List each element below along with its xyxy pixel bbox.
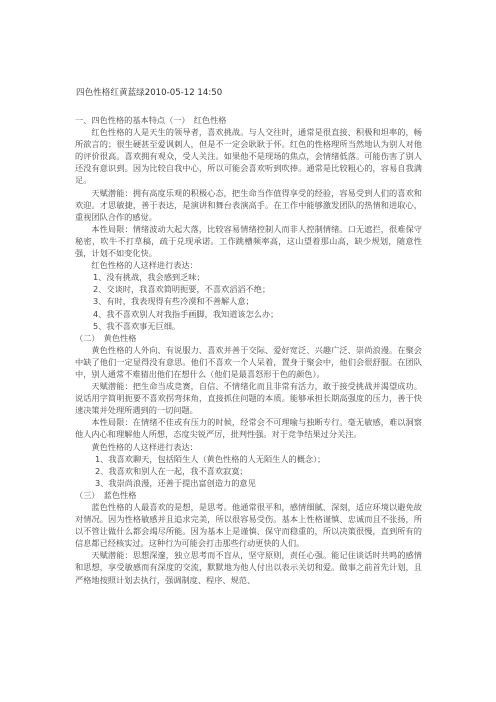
paragraph: 天赋潜能：把生命当成竞赛，自信、不情绪化而且非常有活力，敢于接受挑战并渴望成功。说话用字简明扼要不喜欢拐弯抹角，直接抓住问题的本质。能够承担长期高强度的压力，善于快速决策并处理所遇到的一切问题。 [75,381,422,416]
list-item: 2、交谈时，我喜欢简明扼要，不喜欢滔滔不绝； [93,284,271,295]
list-item: 1、没有挑战，我会感到乏味； [93,272,205,283]
section-heading: （三） 蓝色性格 [75,489,137,500]
paragraph: 红色性格的人这样进行表达： [91,260,198,271]
paragraph: 天赋潜能：拥有高度乐观的积极心态，把生命当作值得享受的经验，容易受到人们的喜欢和欢迎。才思敏捷，善于表达，是演讲和舞台表演高手。在工作中能够激发团队的热情和进取心，重视团队合作的感觉。 [75,187,422,222]
paragraph: 天赋潜能：思想深邃，独立思考而不盲从，坚守原则，责任心强。能记住谈话时共鸣的感情和思想，享受敏感而有深度的交流，默默地为他人付出以表示关切和爱。做事之前首先计划，且严格地按照计划去执行，强调制度、程序、规范、 [75,550,422,585]
list-item: 3、有时，我表现得有些冷漠和不善解人意； [93,296,254,307]
list-item: 2、我喜欢和别人在一起，我不喜欢寂寞； [95,465,248,476]
list-item: 4、我不喜欢别人对我指手画脚，我知道该怎么办； [93,308,279,319]
paragraph: 黄色性格的人外向、有说服力、喜欢并善于交际、爱好宽泛、兴趣广泛、崇尚浪漫。在聚会中缺了他们一定显得没有意思。他们不喜欢一个人呆着，置身于聚会中，他们会很舒服。在团队中，别人通常不难猜出他们在想什么（他们是最喜怒形于色的颜色）。 [75,344,422,379]
paragraph: 红色性格的人是天生的领导者，喜欢挑战。与人交往时，通常是很直接、积极和坦率的，畅所欲言的；很生硬甚至爱讽刺人，但是不一定会耿耿于怀。红色的性格理所当然地认为别人对他的评价很高。喜欢拥有观众，受人关注。如果他不是现场的焦点，会情绪低落。可能伤害了别人还没有意识到。因为比较自我中心，所以可能会喜欢听到吹捧。通常是比较粗心的，容易自我满足。 [75,127,422,186]
list-item: 1、我喜欢聊天，包括陌生人（黄色性格的人无陌生人的概念）； [95,453,326,464]
paragraph: 黄色性格的人这样进行表达： [91,441,198,452]
paragraph: 本性局限：在情绪不佳或有压力的时候，经常会不可理喻与独断专行。毫无敏感，难以洞察他人内心和理解他人所想，态度尖锐严厉，批判性强。对于竞争结果过分关注。 [75,417,422,440]
document-title: 四色性格红黄蓝绿2010-05-12 14:50 [76,88,223,98]
section-heading: （二） 黄色性格 [75,332,137,343]
paragraph: 蓝色性格的人最喜欢的是想，是思考。他通常很平和，感情细腻、深刻，适应环境以避免故对情况。因为性格敏感并且追求完美，所以很容易受伤。基本上性格谨慎、忠诚而且不张扬，所以不管让做什么都会竭尽所能。因为基本上是谨慎、保守而稳重的，所以决策很慢，直到所有的信息都已经核实过。这种行为可能会打击那些行动更快的人们。 [75,502,422,549]
list-item: 3、我崇尚浪漫，还善于提出富创造力的意见 [95,477,256,488]
list-item: 5、我不喜欢事无巨细。 [93,320,181,331]
paragraph: 本性局限：情绪波动大起大落，比较容易情绪控制人而非人控制情绪。口无遮拦，很难保守秘密，吹牛不打草稿，疏于兑现承诺。工作跳槽频率高，这山望着那山高，缺少规划，随意性强，计划不如变化快。 [75,223,422,259]
document-body [75,114,422,586]
section-heading: 一、四色性格的基本特点（一） 红色性格 [75,115,227,125]
